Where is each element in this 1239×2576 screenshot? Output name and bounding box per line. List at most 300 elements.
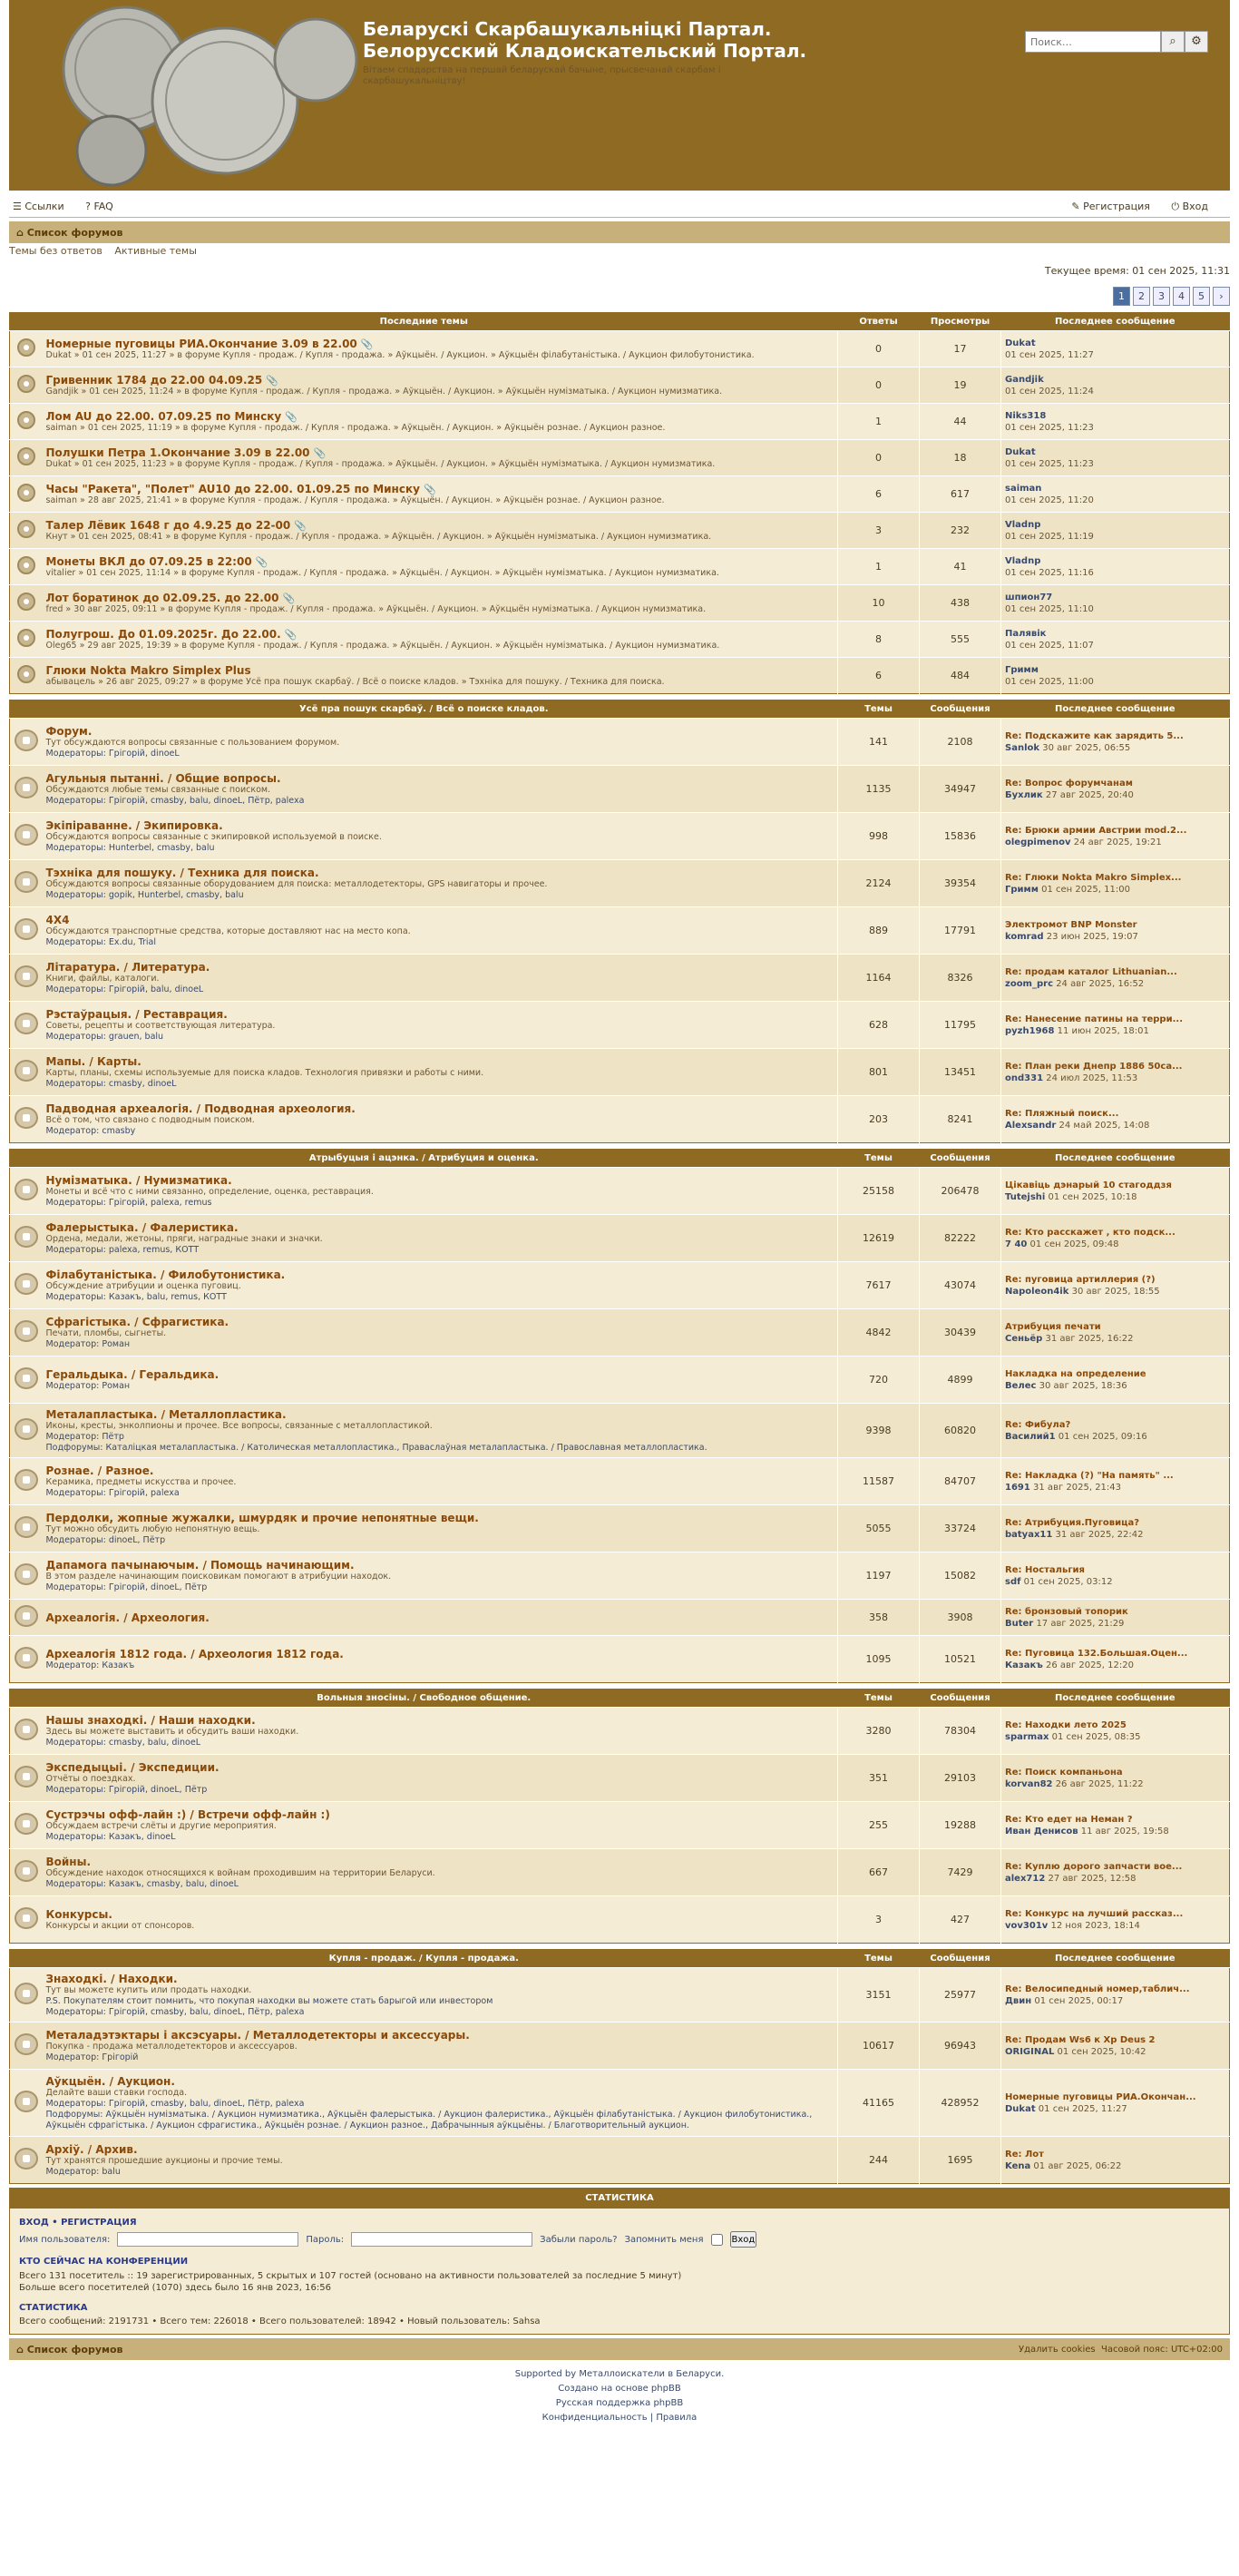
- attachment-icon: 📎: [294, 519, 307, 532]
- links-menu[interactable]: ☰ Ссылки: [13, 201, 64, 212]
- last-post-title[interactable]: Re: Пуговица 132.Большая.Оцен...: [1005, 1648, 1188, 1659]
- forum-title[interactable]: Металапластыка. / Металлопластика.: [45, 1407, 287, 1421]
- forum-topics: 667: [838, 1849, 920, 1896]
- col-last-post: Последнее сообщение: [1001, 1690, 1230, 1708]
- forum-title[interactable]: Нашы знаходкі. / Наши находки.: [45, 1713, 256, 1727]
- last-post-date: 31 авг 2025, 16:22: [1045, 1333, 1134, 1344]
- forum-row: [10, 2070, 1230, 2137]
- topic-views: 484: [920, 658, 1001, 694]
- remember-checkbox[interactable]: [711, 2234, 723, 2246]
- last-post-date: 01 сен 2025, 11:27: [1038, 2103, 1127, 2114]
- footer-bar: [9, 2338, 1230, 2360]
- topic-replies: 0: [838, 331, 920, 367]
- last-post-author[interactable]: Gandjik: [1005, 374, 1044, 385]
- footer-line-4[interactable]: Конфиденциальность | Правила: [541, 2413, 698, 2423]
- last-post-title[interactable]: Re: Находки лето 2025: [1005, 1719, 1127, 1730]
- topic-title[interactable]: Лот боратинок до 02.09.25. до 22.00: [45, 591, 279, 604]
- forum-topics: 12619: [838, 1215, 920, 1262]
- forum-icon-cell: [10, 1049, 43, 1096]
- last-post-author[interactable]: Dukat: [1005, 446, 1036, 457]
- last-post-author[interactable]: olegpimenov: [1005, 837, 1071, 847]
- last-post-date: 30 авг 2025, 18:36: [1039, 1380, 1127, 1391]
- col-posts: Сообщения: [920, 1150, 1001, 1168]
- footer-breadcrumb[interactable]: ⌂ Список форумов: [16, 2343, 123, 2356]
- forum-title[interactable]: Пердолки, жопные жужалки, шмурдяк и прочие непонятные вещи.: [45, 1511, 479, 1524]
- forum-icon-cell: [10, 2137, 43, 2184]
- forum-posts: 8241: [920, 1096, 1001, 1143]
- last-post-date: 01 сен 2025, 11:07: [1005, 640, 1094, 651]
- last-post-author[interactable]: Buter: [1005, 1618, 1034, 1629]
- topic-main: [43, 440, 838, 476]
- last-post-author[interactable]: Казакъ: [1005, 1660, 1043, 1670]
- forum-title[interactable]: Геральдыка. / Геральдика.: [45, 1367, 220, 1381]
- forum-posts: 39354: [920, 860, 1001, 907]
- topic-title[interactable]: Полугрош. До 01.09.2025г. До 22.00.: [45, 627, 281, 641]
- forum-description: Карты, планы, схемы используемые для поиска кладов. Технология привязки и работы с ними.: [45, 1067, 484, 1078]
- forum-icon: [15, 1516, 38, 1538]
- footer-line-3[interactable]: Русская поддержка phpBB: [555, 2398, 684, 2408]
- last-post-date: 24 июл 2025, 11:53: [1046, 1073, 1138, 1083]
- forum-posts: 15836: [920, 813, 1001, 860]
- forum-icon-cell: [10, 1600, 43, 1636]
- forum-main: [43, 1357, 838, 1404]
- last-post-date: 27 авг 2025, 20:40: [1045, 789, 1134, 800]
- last-post-byline: [1005, 1618, 1229, 1630]
- last-post-byline: [1005, 1239, 1229, 1250]
- topic-last-post: [1001, 585, 1230, 622]
- topic-title[interactable]: Лом AU до 22.00. 07.09.25 по Минску: [45, 409, 282, 423]
- last-post-title[interactable]: Re: Вопрос форумчанам: [1005, 778, 1133, 788]
- page-3[interactable]: 3: [1153, 287, 1170, 306]
- forum-icon-cell: [10, 1002, 43, 1049]
- last-post-title[interactable]: Re: Пляжный поиск...: [1005, 1108, 1119, 1119]
- last-post-author[interactable]: alex712: [1005, 1873, 1046, 1884]
- last-post-title[interactable]: Re: Брюки армии Австрии mod.2...: [1005, 825, 1187, 836]
- category-name[interactable]: Купля - продаж. / Купля - продажа.: [10, 1950, 838, 1968]
- faq-link[interactable]: ? FAQ: [85, 201, 113, 212]
- topic-title-row: [46, 664, 834, 677]
- forum-title[interactable]: Металадэтэктары і аксэсуары. / Металлодетекторы и аксессуары.: [45, 2028, 470, 2042]
- forum-row: [10, 2023, 1230, 2070]
- password-input[interactable]: [351, 2232, 532, 2247]
- forum-topics: 1135: [838, 766, 920, 813]
- forum-topics: 9398: [838, 1404, 920, 1458]
- coins-logo-icon: [44, 5, 370, 187]
- topic-title-row: [46, 483, 834, 495]
- forum-icon-cell: [10, 1357, 43, 1404]
- last-post-author[interactable]: Гримм: [1005, 884, 1039, 895]
- last-post-title[interactable]: Re: Кто расскажет , кто подск...: [1005, 1227, 1176, 1238]
- subforums: Подфорумы: Каталіцкая металапластыка. / Католическая металлопластика., Праваслаўная металапластыка. / Православная металлопластика.: [45, 1442, 707, 1453]
- last-post-title[interactable]: Накладка на определение: [1005, 1368, 1146, 1379]
- last-post-date: 30 авг 2025, 18:55: [1071, 1286, 1160, 1297]
- last-post-date: 12 ноя 2023, 18:14: [1050, 1920, 1140, 1931]
- last-post-title[interactable]: Re: Ностальгия: [1005, 1564, 1085, 1575]
- forum-icon: [15, 1983, 38, 2004]
- search-input[interactable]: [1025, 31, 1161, 53]
- forum-title[interactable]: Тэхніка для пошуку. / Техника для поиска.: [45, 866, 319, 879]
- topic-main: [43, 331, 838, 367]
- attachment-icon: 📎: [266, 374, 278, 387]
- forum-icon-cell: [10, 1636, 43, 1683]
- forum-title[interactable]: Войны.: [45, 1855, 91, 1868]
- forum-title[interactable]: Экіпіраванне. / Экипировка.: [45, 818, 223, 832]
- forum-title[interactable]: Экспедыцыі. / Экспедиции.: [45, 1760, 220, 1774]
- last-post-author[interactable]: sdf: [1005, 1576, 1021, 1587]
- username-label: Имя пользователя:: [19, 2234, 111, 2245]
- forum-main: [43, 1505, 838, 1552]
- last-post-title[interactable]: Re: Конкурс на лучший рассказ...: [1005, 1908, 1184, 1919]
- login-link[interactable]: ⏻ Вход: [1171, 200, 1208, 212]
- last-post-title[interactable]: Цікавіць дэнарый 10 стагоддзя: [1005, 1180, 1172, 1190]
- last-post-title[interactable]: Re: Подскажите как зарядить 5...: [1005, 730, 1184, 741]
- current-time: Текущее время: 01 сен 2025, 11:31: [1044, 265, 1230, 277]
- last-post-author[interactable]: pyzh1968: [1005, 1025, 1055, 1036]
- forum-title[interactable]: Літаратура. / Литература.: [45, 960, 210, 974]
- forum-title[interactable]: Археалогія 1812 года. / Археология 1812 года.: [45, 1647, 344, 1660]
- topic-main: [43, 585, 838, 622]
- forum-moderators: Модераторы: Грігорій, cmasby, balu, dinoeL, Пётр, palexa: [45, 795, 305, 806]
- last-post-author[interactable]: ond331: [1005, 1073, 1044, 1083]
- forgot-password-link[interactable]: Забыли пароль?: [540, 2234, 618, 2245]
- forum-title[interactable]: Фалерыстыка. / Фалеристика.: [45, 1220, 239, 1234]
- col-replies: Ответы: [838, 313, 920, 331]
- recent-topics-table: [9, 312, 1230, 694]
- forum-main: [43, 2070, 838, 2137]
- topic-title[interactable]: Глюки Nokta Makro Simplex Plus: [45, 663, 251, 677]
- category-name[interactable]: Вольныя зносіны. / Свободное общение.: [10, 1690, 838, 1708]
- forum-row: [10, 1168, 1230, 1215]
- topic-title-row: [46, 628, 834, 641]
- last-post-title[interactable]: Re: Накладка (?) "На память" ...: [1005, 1470, 1174, 1481]
- topic-icon-cell: [10, 585, 43, 622]
- last-post-author[interactable]: Napoleon4ik: [1005, 1286, 1069, 1297]
- forum-title[interactable]: 4X4: [45, 913, 70, 926]
- forum-icon-cell: [10, 1849, 43, 1896]
- forum-title[interactable]: Дапамога пачынаючым. / Помощь начинающим.: [45, 1558, 355, 1572]
- forum-row: [10, 1458, 1230, 1505]
- forum-title[interactable]: Аўкцыён. / Аукцион.: [45, 2074, 175, 2088]
- last-post-author[interactable]: Палявік: [1005, 628, 1047, 639]
- forum-title[interactable]: Мапы. / Карты.: [45, 1054, 141, 1068]
- forum-last-post: [1001, 955, 1230, 1002]
- topic-meta: vitalier » 01 сен 2025, 11:14 » в форуме Купля - продаж. / Купля - продажа. » Аўкцыён. / Аукцион. » Аўкцыён нумізматыка. / Аукцион нумизматика.: [45, 567, 719, 578]
- username-input[interactable]: [117, 2232, 298, 2247]
- topic-last-post: [1001, 367, 1230, 404]
- forum-last-post: [1001, 1096, 1230, 1143]
- last-post-author[interactable]: Kena: [1005, 2160, 1031, 2171]
- forum-title[interactable]: Архіў. / Архив.: [45, 2142, 138, 2156]
- forum-title[interactable]: Філабутаністыка. / Филобутонистика.: [45, 1268, 286, 1281]
- topic-icon-cell: [10, 513, 43, 549]
- login-label: Вход: [1182, 200, 1208, 212]
- next-page-icon[interactable]: ›: [1213, 287, 1230, 306]
- forum-description: Ордена, медали, жетоны, пряги, наградные знаки и значки.: [45, 1233, 323, 1244]
- last-post-author[interactable]: Бухлик: [1005, 789, 1043, 800]
- forum-last-post: [1001, 1600, 1230, 1636]
- last-post-author[interactable]: Niks318: [1005, 410, 1047, 421]
- forum-main: [43, 1404, 838, 1458]
- col-posts: Сообщения: [920, 1950, 1001, 1968]
- topic-read-icon: [17, 593, 35, 611]
- forum-icon-cell: [10, 1168, 43, 1215]
- last-post-author[interactable]: 7 40: [1005, 1239, 1028, 1249]
- unanswered-topics-link[interactable]: Темы без ответов: [9, 245, 102, 257]
- topic-title[interactable]: Гривенник 1784 до 22.00 04.09.25: [45, 373, 263, 387]
- forum-posts: 60820: [920, 1404, 1001, 1458]
- forum-title[interactable]: Рэстаўрацыя. / Реставрация.: [45, 1007, 228, 1021]
- forum-description: Всё о том, что связано с подводным поиском.: [45, 1114, 255, 1125]
- forum-title[interactable]: Сфрагістыка. / Сфрагистика.: [45, 1315, 229, 1328]
- stats-panel: [9, 2188, 1230, 2335]
- last-post-author[interactable]: sparmax: [1005, 1731, 1049, 1742]
- last-post-title[interactable]: Re: Куплю дорого запчасти вое...: [1005, 1861, 1183, 1872]
- login-title[interactable]: ВХОД • РЕГИСТРАЦИЯ: [19, 2218, 137, 2228]
- forum-icon-cell: [10, 1458, 43, 1505]
- statistics-title: СТАТИСТИКА: [19, 2303, 88, 2313]
- topic-icon-cell: [10, 440, 43, 476]
- last-post-author[interactable]: Василий1: [1005, 1431, 1056, 1442]
- last-post-title[interactable]: Re: Кто едет на Неман ?: [1005, 1814, 1133, 1825]
- topic-row: [10, 440, 1230, 476]
- last-post-title[interactable]: Re: Велосипедный номер,таблич...: [1005, 1983, 1190, 1994]
- gear-icon: ⚙: [1191, 34, 1202, 48]
- topic-main: [43, 622, 838, 658]
- topic-meta: Gandjik » 01 сен 2025, 11:24 » в форуме Купля - продаж. / Купля - продажа. » Аўкцыён. / Аукцион. » Аўкцыён нумізматыка. / Аукцион нумизматика.: [45, 386, 723, 397]
- topic-meta: Кнут » 01 сен 2025, 08:41 » в форуме Купля - продаж. / Купля - продажа. » Аўкцыён. / Аукцион. » Аўкцыён нумізматыка. / Аукцион нумизматика.: [45, 531, 712, 542]
- category-name[interactable]: Усё пра пошук скарбаў. / Всё о поиске кладов.: [10, 700, 838, 719]
- last-post-author[interactable]: Dukat: [1005, 338, 1036, 348]
- last-post-title[interactable]: Re: Продам Ws6 к Xp Deus 2: [1005, 2034, 1156, 2045]
- last-post-title[interactable]: Re: Нанесение патины на терри...: [1005, 1014, 1183, 1024]
- col-last: Последнее сообщение: [1001, 313, 1230, 331]
- forum-title[interactable]: Сустрэчы офф-лайн :) / Встречи офф-лайн :): [45, 1807, 330, 1821]
- register-link[interactable]: ✎ Регистрация: [1071, 200, 1150, 212]
- forum-topics: 25158: [838, 1168, 920, 1215]
- forum-moderators: Модераторы: cmasby, dinoeL: [45, 1078, 177, 1089]
- forum-title[interactable]: Форум.: [45, 724, 93, 738]
- last-post-author[interactable]: saiman: [1005, 483, 1042, 494]
- forum-title[interactable]: Знаходкі. / Находки.: [45, 1972, 178, 1985]
- forum-icon: [15, 871, 38, 893]
- topic-last-post: [1001, 549, 1230, 585]
- last-post-title[interactable]: Re: Лот: [1005, 2149, 1044, 2160]
- forum-row: [10, 1708, 1230, 1755]
- forum-icon-cell: [10, 955, 43, 1002]
- forum-moderators: Модератор: cmasby: [45, 1125, 136, 1136]
- forum-icon-cell: [10, 1215, 43, 1262]
- forum-icon-cell: [10, 860, 43, 907]
- forum-description: Обсуждение атрибуции и оценка пуговиц.: [45, 1280, 241, 1291]
- last-post-author[interactable]: komrad: [1005, 931, 1044, 942]
- topic-read-icon: [17, 484, 35, 502]
- category-table: [9, 1149, 1230, 1683]
- last-post-author[interactable]: vov301v: [1005, 1920, 1049, 1931]
- page-1[interactable]: 1: [1113, 287, 1130, 306]
- forum-posts: 10521: [920, 1636, 1001, 1683]
- col-posts: Сообщения: [920, 700, 1001, 719]
- topic-title-row: [46, 374, 834, 387]
- topic-meta: Dukat » 01 сен 2025, 11:23 » в форуме Купля - продаж. / Купля - продажа. » Аўкцыён. / Аукцион. » Аўкцыён нумізматыка. / Аукцион нумизматика.: [45, 458, 716, 469]
- forum-moderators: Модератор: balu: [45, 2166, 121, 2177]
- last-post-title[interactable]: Re: Атрибуция.Пуговица?: [1005, 1517, 1140, 1528]
- topic-title-row: [46, 519, 834, 532]
- forum-main: [43, 1968, 838, 2023]
- last-post-author[interactable]: korvan82: [1005, 1778, 1053, 1789]
- attachment-icon: 📎: [282, 592, 296, 604]
- forum-title[interactable]: Падводная археалогія. / Подводная археология.: [45, 1102, 356, 1115]
- forum-icon: [15, 1179, 38, 1200]
- forum-last-post: [1001, 860, 1230, 907]
- forum-icon: [15, 918, 38, 940]
- last-post-author[interactable]: шпион77: [1005, 592, 1053, 602]
- topic-title-row: [46, 555, 834, 568]
- login-button[interactable]: Вход: [730, 2231, 757, 2248]
- forum-main: [43, 1755, 838, 1802]
- forum-row: [10, 1049, 1230, 1096]
- last-post-date: 24 авг 2025, 19:21: [1073, 837, 1162, 847]
- last-post-byline: [1005, 1073, 1229, 1084]
- forum-icon: [15, 1320, 38, 1342]
- forum-moderators: Модераторы: Грігорій, cmasby, balu, dinoeL, Пётр, palexa: [45, 2098, 305, 2109]
- topic-title-row: [46, 338, 834, 350]
- category-name[interactable]: Атрыбуцыя і ацэнка. / Атрибуция и оценка.: [10, 1150, 838, 1168]
- attachment-icon: 📎: [285, 410, 298, 423]
- topic-meta: Oleg65 » 29 авг 2025, 19:39 » в форуме Купля - продаж. / Купля - продажа. » Аўкцыён. / Аукцион. » Аўкцыён нумізматыка. / Аукцион нумизматика.: [45, 640, 720, 651]
- search-button[interactable]: [1161, 31, 1185, 53]
- footer-line-1[interactable]: Supported by Металлоискатели в Беларуси.: [514, 2369, 725, 2379]
- forum-last-post: [1001, 719, 1230, 766]
- last-post-author[interactable]: batyax11: [1005, 1529, 1053, 1540]
- topic-meta: абывацель » 26 авг 2025, 09:27 » в форуме Усё пра пошук скарбаў. / Всё о поиске кладов. » Тэхніка для пошуку. / Техника для поиска.: [45, 676, 665, 687]
- last-post-author[interactable]: Сеньёр: [1005, 1333, 1043, 1344]
- forum-main: [43, 2023, 838, 2070]
- advanced-search-button[interactable]: [1185, 31, 1208, 53]
- forum-posts: 11795: [920, 1002, 1001, 1049]
- topic-views: 44: [920, 404, 1001, 440]
- last-post-author[interactable]: Иван Денисов: [1005, 1826, 1078, 1837]
- footer: [9, 2367, 1230, 2425]
- forum-description: Отчёты о поездках.: [45, 1773, 136, 1784]
- last-post-author[interactable]: Dukat: [1005, 2103, 1036, 2114]
- col-views: Просмотры: [920, 313, 1001, 331]
- forum-icon: [15, 1469, 38, 1491]
- last-post-author[interactable]: ORIGINAL: [1005, 2046, 1055, 2057]
- forum-posts: 78304: [920, 1708, 1001, 1755]
- forum-description: Обсуждаем встречи слёты и другие мероприятия.: [45, 1820, 277, 1831]
- forum-topics: 255: [838, 1802, 920, 1849]
- forum-description: Печати, пломбы, сыгнеты.: [45, 1327, 167, 1338]
- title-ru: Белорусский Кладоискательский Портал.: [363, 40, 807, 62]
- last-post-author[interactable]: Sanlok: [1005, 742, 1040, 753]
- last-post-title[interactable]: Re: Глюки Nokta Makro Simplex...: [1005, 872, 1182, 883]
- forum-posts: 17791: [920, 907, 1001, 955]
- forum-row: [10, 1357, 1230, 1404]
- last-post-title[interactable]: Атрибуция печати: [1005, 1321, 1101, 1332]
- topic-replies: 0: [838, 367, 920, 404]
- last-post-author[interactable]: Гримм: [1005, 664, 1039, 675]
- forum-moderators: Модераторы: dinoeL, Пётр: [45, 1534, 166, 1545]
- forum-row: [10, 1968, 1230, 2023]
- forum-icon: [15, 965, 38, 987]
- topic-main: [43, 367, 838, 404]
- last-post-title[interactable]: Re: пуговица артиллерия (?): [1005, 1274, 1156, 1285]
- forum-row: [10, 1755, 1230, 1802]
- topic-main: [43, 476, 838, 513]
- page-2[interactable]: 2: [1133, 287, 1150, 306]
- last-post-author[interactable]: Велес: [1005, 1380, 1037, 1391]
- login-form: [19, 2231, 1220, 2248]
- page-4[interactable]: 4: [1173, 287, 1190, 306]
- last-post-title[interactable]: Номерные пуговицы РИА.Окончан...: [1005, 2091, 1196, 2102]
- last-post-byline: [1005, 1576, 1229, 1588]
- forum-title[interactable]: Конкурсы.: [45, 1907, 112, 1921]
- last-post-title[interactable]: Re: продам каталог Lithuanian...: [1005, 966, 1177, 977]
- forum-title[interactable]: Археалогія. / Археология.: [45, 1611, 210, 1624]
- topic-title[interactable]: Талер Лёвик 1648 г до 4.9.25 до 22-00: [45, 518, 291, 532]
- online-line-2: Больше всего посетителей (1070) здесь было 16 янв 2023, 16:56: [19, 2283, 331, 2293]
- forum-last-post: [1001, 1552, 1230, 1600]
- last-post-byline: [1005, 1660, 1229, 1671]
- topic-title[interactable]: Номерные пуговицы РИА.Окончание 3.09 в 22.00: [45, 337, 357, 350]
- topic-row: [10, 404, 1230, 440]
- active-topics-link[interactable]: Активные темы: [114, 245, 197, 257]
- topic-title[interactable]: Монеты ВКЛ до 07.09.25 в 22:00: [45, 554, 252, 568]
- col-topics: Темы: [838, 1950, 920, 1968]
- category-table: [9, 1689, 1230, 1944]
- last-post-author[interactable]: Alexsandr: [1005, 1120, 1057, 1131]
- forum-row: [10, 955, 1230, 1002]
- last-post-author[interactable]: Двин: [1005, 1995, 1032, 2006]
- last-post-author[interactable]: zoom_prc: [1005, 978, 1053, 989]
- forum-title[interactable]: Агульныя пытанні. / Общие вопросы.: [45, 771, 281, 785]
- forum-posts: 206478: [920, 1168, 1001, 1215]
- forum-moderators: Модераторы: palexa, remus, КОТТ: [45, 1244, 200, 1255]
- forum-moderators: Модераторы: Казакъ, balu, remus, КОТТ: [45, 1291, 227, 1302]
- footer-line-2[interactable]: Создано на основе phpBB: [558, 2384, 681, 2394]
- forum-icon-cell: [10, 1309, 43, 1357]
- last-post-author[interactable]: Vladnp: [1005, 555, 1041, 566]
- page-5[interactable]: 5: [1193, 287, 1210, 306]
- col-last-post: Последнее сообщение: [1001, 700, 1230, 719]
- topic-last-post: [1001, 331, 1230, 367]
- last-post-title[interactable]: Re: бронзовый топорик: [1005, 1606, 1128, 1617]
- delete-cookies-link[interactable]: Удалить cookies: [1019, 2344, 1096, 2355]
- forum-icon-cell: [10, 766, 43, 813]
- topic-title[interactable]: Полушки Петра 1.Окончание 3.09 в 22.00: [45, 446, 310, 459]
- last-post-author[interactable]: 1691: [1005, 1482, 1030, 1493]
- forum-description: Обсуждаются транспортные средства, которые доставляют нас на место копа.: [45, 926, 411, 936]
- last-post-title[interactable]: Re: Поиск компаньона: [1005, 1767, 1123, 1778]
- forum-last-post: [1001, 1505, 1230, 1552]
- forum-posts: 8326: [920, 955, 1001, 1002]
- forum-row: [10, 1262, 1230, 1309]
- last-post-title[interactable]: Re: Фибула?: [1005, 1419, 1071, 1430]
- breadcrumb[interactable]: [9, 221, 1230, 243]
- last-post-byline: [1005, 1920, 1229, 1932]
- last-post-title[interactable]: Электромот BNP Monster: [1005, 919, 1137, 930]
- last-post-title[interactable]: Re: План реки Днепр 1886 50са...: [1005, 1061, 1183, 1072]
- last-post-byline: [1005, 931, 1229, 943]
- last-post-author[interactable]: Vladnp: [1005, 519, 1041, 530]
- topic-row: [10, 367, 1230, 404]
- forum-description: Книги, файлы, каталоги.: [45, 973, 160, 984]
- topic-views: 19: [920, 367, 1001, 404]
- forum-title[interactable]: Нумізматыка. / Нумизматика.: [45, 1173, 232, 1187]
- last-post-author[interactable]: Tutejshi: [1005, 1191, 1046, 1202]
- topic-title[interactable]: Часы "Ракета", "Полет" AU10 до 22.00. 01.09.25 по Минску: [45, 482, 420, 495]
- forum-title[interactable]: Рознае. / Разное.: [45, 1464, 154, 1477]
